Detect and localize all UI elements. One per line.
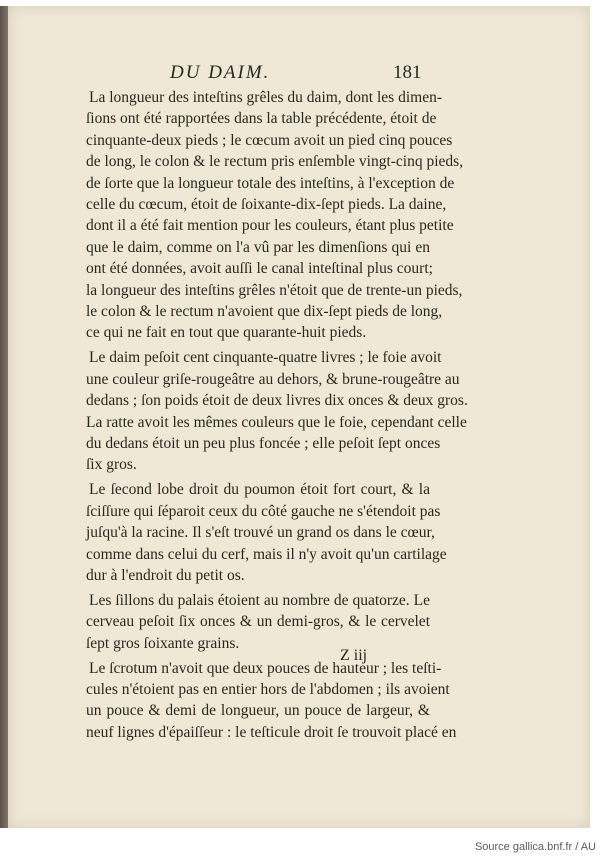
text-line: ont été données, avoit auſſi le canal inteſtinal plus court; [86, 260, 433, 278]
text-line: ce qui ne fait en tout que quarante-huit pieds. [86, 324, 367, 342]
paragraph [86, 590, 430, 654]
text-line: Le ſcrotum n'avoit que deux pouces de hauteur ; les teſti- [89, 659, 442, 677]
text-line: une couleur griſe-rougeâtre au dehors, & brune-rougeâtre au [86, 370, 460, 388]
paragraph [86, 347, 468, 475]
text-line: ſix gros. [86, 456, 137, 474]
page-number: 181 [393, 62, 422, 83]
running-title: DU DAIM. [170, 62, 271, 83]
text-line: comme dans celui du cerf, mais il n'y avoit qu'un cartilage [86, 545, 447, 563]
text-line: dur à l'endroit du petit os. [86, 566, 245, 584]
page-header [0, 62, 600, 86]
text-line: Le ſecond lobe droit du poumon étoit fort court, & la [89, 481, 430, 499]
text-line: Les ſillons du palais étoient au nombre de quatorze. Le [89, 591, 430, 609]
text-line: du dedans étoit un peu plus foncée ; elle peſoit ſept onces [86, 435, 441, 452]
text-line: un pouce & demi de longueur, un pouce de largeur, & [86, 702, 430, 720]
text-line: de ſorte que la longueur totale des inteſtins, à l'exception de [86, 174, 455, 192]
text-line: ſions ont été rapportées dans la table précédente, étoit de [86, 110, 437, 128]
text-line: La longueur des inteſtins grêles du daim, dont les dimen- [89, 89, 442, 106]
text-line: ſciſſure qui ſéparoit ceux du côté gauche ne s'étendoit pas [86, 502, 441, 520]
source-credit: Source gallica.bnf.fr / AU [474, 841, 596, 853]
text-line: dedans ; ſon poids étoit de deux livres dix onces & deux gros. [86, 392, 468, 410]
paragraph [86, 479, 447, 586]
text-line: celle du cœcum, étoit de ſoixante-dix-ſept pieds. La daine, [86, 196, 447, 214]
text-line: cules n'étoient pas en entier hors de l'abdomen ; ils avoient [86, 680, 450, 698]
text-line: Le daim peſoit cent cinquante-quatre livres ; le foie avoit [89, 349, 442, 367]
paragraph [86, 87, 464, 344]
signature-mark: Z iij [340, 647, 368, 664]
text-line: ſept gros ſoixante grains. [86, 634, 240, 652]
text-line: de long, le colon & le rectum pris enſemble vingt-cinq pieds, [86, 153, 464, 171]
text-line: cinquante-deux pieds ; le cœcum avoit un pied cinq pouces [86, 131, 453, 149]
text-line: La ratte avoit les mêmes couleurs que le foie, cependant celle [86, 413, 467, 431]
text-line: que le daim, comme on l'a vû par les dimenſions qui en [86, 238, 430, 256]
text-line: cerveau peſoit ſix onces & un demi-gros, & le cervelet [86, 613, 430, 631]
text-line: la longueur des inteſtins grêles n'étoit que de trente-un pieds, [86, 281, 463, 299]
body-text [86, 87, 468, 747]
text-line: le colon & le rectum n'avoient que dix-ſept pieds de long, [86, 303, 443, 321]
text-line: dont il a été fait mention pour les couleurs, étant plus petite [86, 217, 454, 235]
text-line: juſqu'à la racine. Il s'eſt trouvé un grand os dans le cœur, [86, 524, 435, 542]
paragraph [86, 658, 457, 744]
text-line: neuf lignes d'épaiſſeur : le teſticule droit ſe trouvoit placé en [86, 723, 457, 741]
